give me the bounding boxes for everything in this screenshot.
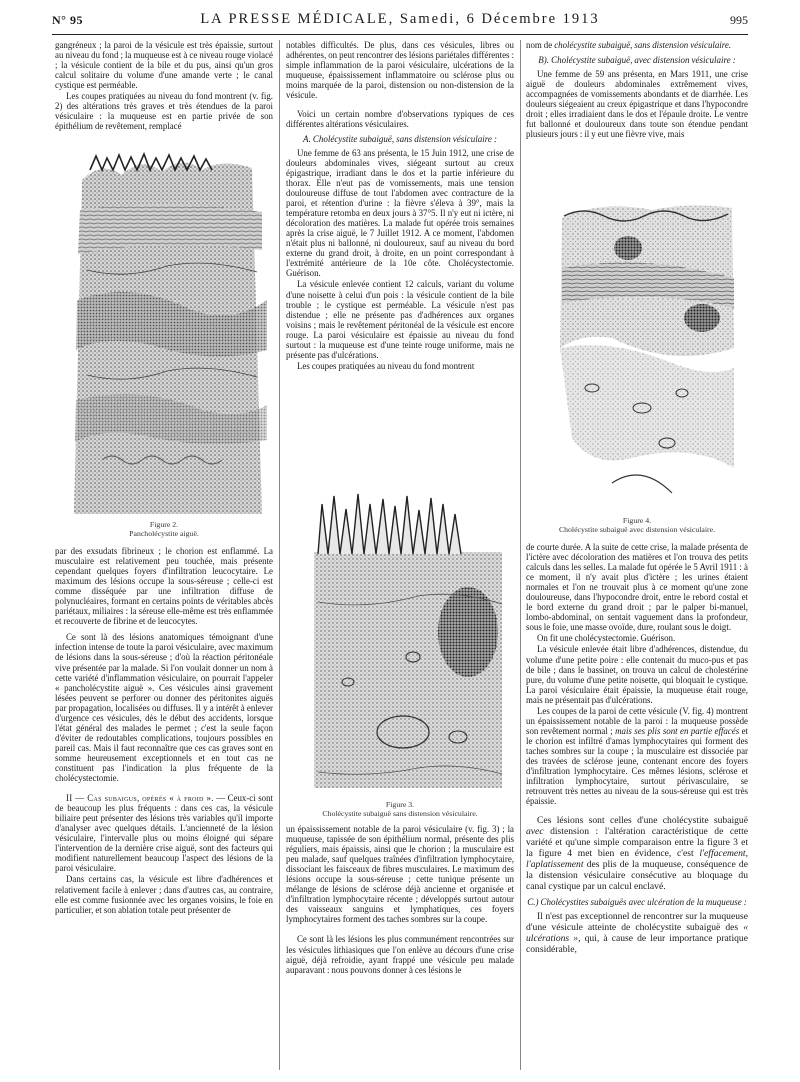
section-a-heading: A. Cholécystite subaiguë, sans distension vésiculaire :	[303, 134, 497, 145]
section-ii-heading: II — Cas subaigus, opérés « à froid ».	[66, 793, 214, 804]
text-run-italic: « ulcérations »	[526, 921, 748, 944]
section-ii-paragraph	[55, 793, 273, 873]
journal-title: LA PRESSE MÉDICALE, Samedi, 6 Décembre 1913	[200, 11, 600, 27]
paragraph: notables difficultés. De plus, dans ces vésicules, libres ou adhérentes, on peut rencontrer des lésions pariétales différentes : simple inflammation de la paroi vésiculaire, ulcérations de la muqueuse, épaississement inflammatoire ou sclérose plus ou moins marquée de la paroi, distension ou non-distension de la vésicule.	[286, 40, 514, 101]
observation-paragraph: Une femme de 59 ans présenta, en Mars 1911, une crise aiguë de douleurs abdominales extrêmement vives, accompagnées de vomissements abondants et de diarrhée. Les douleurs siégeaient au creux épigastrique et dans l'hypocondre droit ; elles irradiaient dans le dos et l'épaule droite. Le ventre fut ballonné et douloureux dans toute son étendue pendant plusieurs jours : il y eut une fièvre vive, mais	[526, 68, 748, 139]
section-c-heading: C.) Cholécystites subaiguës avec ulcération de la muqueuse :	[527, 897, 747, 908]
header-rule	[52, 34, 748, 35]
text-run: Les coupes de la paroi de cette vésicule (V. fig. 4) montrent un épaississement notable de la paroi : la muqueuse possède son revêtement normal ;	[526, 705, 748, 736]
paragraph: Voici un certain nombre d'observations typiques de ces différentes altérations vésiculaires.	[286, 109, 514, 130]
paragraph: de courte durée. A la suite de cette crise, la malade présenta de l'ictère avec décoloration des matières et l'on trouva des petits calculs dans les selles. La malade fut opérée le 5 Avril 1911 : à ce moment, il n'y avait plus d'ictère ; les urines étaient normales et l'on ne trouvait plus à ce moment qu'une zone douloureuse, dans l'hypocondre droit, entre le rebord costal et le bord externe du grand droit ; par le palper bi-manuel, lombo-abdominal, on sentait vaguement dans la profondeur, sous le foie, une masse ovoïde, dure, roulant sous le doigt.	[526, 542, 748, 633]
figure-2-caption	[55, 520, 273, 538]
paragraph: par des exsudats fibrineux ; le chorion est enflammé. La musculaire est relativement peu touchée, mais présente cependant quelques foyers d'infiltration leucocytaire. Le maximum des lésions occupe la sous-séreuse ; celle-ci est comme disséquée par une infiltration diffuse de polynucléaires, formant en certains points de véritables abcès pariétaux, miliaires : la séreuse elle-même est très enflammée et recouverte de fibrine et de leucocytes.	[55, 546, 273, 627]
column-1-lower	[55, 546, 273, 916]
text-run: Il n'est pas exceptionnel de rencontrer sur la muqueuse d'une vésicule atteinte de cholécystite subaiguë des	[526, 910, 748, 933]
column-1	[55, 40, 273, 132]
column-divider-2	[520, 40, 521, 1070]
observation-paragraph: La vésicule enlevée contient 12 calculs, variant du volume d'une noisette à celui d'un pois : la vésicule contient de la bile trouble ; le cystique est perméable. La vésicule n'est pas distendue ; elle ne présente pas d'adhérences aux organes voisins ; mais le revêtement péritonéal de la vésicule est encore rouge. La paroi vésiculaire est épaissie au niveau du fond surtout : la muqueuse est d'une teinte rouge uniforme, mais ne présente pas d'ulcérations.	[286, 279, 514, 360]
text-run-italic: l'effacement, l'aplatissement	[526, 848, 748, 871]
running-header	[52, 10, 748, 32]
figure-2-title: Pancholécystite aiguë.	[129, 529, 199, 538]
text-run: distension : l'altération caractéristique de cette variété et qu'une simple comparaison entre la figure 3 et la figure 4 met bien en évidence, c'est	[526, 826, 748, 860]
figure-3-title: Cholécystite subaiguë sans distension vésiculaire.	[322, 809, 478, 818]
paragraph	[526, 911, 748, 955]
text-run: , qui, à cause de leur importance pratique considérable,	[526, 932, 748, 955]
paragraph: Ce sont là les lésions les plus communément rencontrées sur les vésicules lithiasiques que l'on enlève au décours d'une crise aiguë, déjà refroidie, ayant frappé une vésicule peu malade auparavant : nous pouvons donner à ces lésions le	[286, 934, 514, 975]
figure-3-caption	[286, 800, 514, 818]
figure-4-number: Figure 4.	[622, 516, 652, 525]
figure-3-number: Figure 3.	[385, 800, 415, 809]
column-divider-1	[279, 40, 280, 1070]
figure-4-title: Cholécystite subaiguë avec distension vésiculaire.	[558, 525, 716, 534]
issue-number: N° 95	[52, 13, 83, 27]
text-run-italic: cholécystite subaiguë, sans distension vésiculaire.	[554, 40, 732, 50]
column-3-lower	[526, 542, 748, 956]
paragraph: Dans certains cas, la vésicule est libre d'adhérences et relativement facile à enlever ; dans d'autres cas, au contraire, elle est comme fusionnée avec les organes voisins, le foie en particulier, et son ablation totale peut présenter de	[55, 874, 273, 915]
figure-4-micrograph	[552, 198, 738, 510]
paragraph: On fit une cholécystectomie. Guérison.	[537, 633, 676, 644]
figure-3-micrograph	[308, 482, 508, 792]
paragraph: un épaississement notable de la paroi vésiculaire (v. fig. 3) ; la muqueuse, tapissée de son épithélium normal, présente des plis réguliers, mais épaissis, ainsi que le chorion ; la musculaire est peu malade, sauf quelques traînées d'infiltration lymphocytaire, dissociant les faisceaux de fibres musculaires. Le maximum des lésions occupe la sous-séreuse ; cette tunique présente un mélange de lésions de sclérose déjà ancienne et organisée et d'infiltration lymphocytaire récente ; développés surtout autour des vaisseaux sanguins et lymphatiques, ces foyers lymphocytaires forment des taches sombres sur la coupe.	[286, 824, 514, 925]
figure-4-caption	[526, 516, 748, 534]
text-run: nom de	[526, 40, 555, 50]
paragraph: Les coupes pratiquées au niveau du fond montrent (v. fig. 2) des altérations très graves et très étendues de la paroi vésiculaire : la muqueuse est en partie privée de son épithélium de revêtement, remplacé	[55, 91, 273, 132]
paragraph: Ce sont là des lésions anatomiques témoignant d'une infection intense de toute la paroi vésiculaire, avec maximum de lésions dans la sous-séreuse ; d'où la réaction péritonéale vive présentée par la malade. Si l'on voulait donner un nom à cette variété d'inflammation vésiculaire, on pourrait l'appeler « pancholécystite aiguë ». Ces vésicules ainsi gravement lésées peuvent se perforer ou donner des péritonites aiguës par propagation, localisées ou diffuses. Il y a intérêt à enlever d'urgence ces vésicules, dès le début des accidents, lorsque l'état général des malades le permet ; c'est la seule façon d'éviter de redoutables complications, toujours possibles en pareil cas. Mais il faut reconnaître que ces cas graves sont en somme heureusement exceptionnels et en tout cas ne constituent pas l'indication la plus fréquente de la cholécystectomie.	[55, 632, 273, 784]
paragraph: La vésicule enlevée était libre d'adhérences, distendue, du volume d'une petite poire : elle contenait du muco-pus et pas de bile ; dans le bassinet, on trouva un calcul de cholestérine pure, du volume d'une petite noisette, qui bloquait le cystique. La paroi vésiculaire était épaissie, la muqueuse était rouge, mais ne présentait pas d'ulcérations.	[526, 644, 748, 705]
text-run-italic: mais ses plis sont en partie effacés	[615, 725, 740, 736]
text-run-italic: avec	[526, 826, 544, 838]
text-run: et le chorion est infiltré d'amas lymphocytaires qui forment des taches sombres sur la coupe ; la musculaire est dissociée par des travées de sclérose jeune, contenant encore des foyers d'infiltration lymphocytaire. Ces mêmes lésions, sclérose et infiltration lymphocytaire, surtout périvasculaire, se retrouvent très nettes au niveau de la sous-séreuse qui est très épaissie.	[526, 725, 748, 807]
conclusion-paragraph	[526, 815, 748, 892]
observation-paragraph: Les coupes pratiquées au niveau du fond montrent	[297, 360, 475, 371]
text-run: des plis de la muqueuse, conséquence de la distension vésiculaire consécutive au bloquage du canal cystique par un calcul enclavé.	[526, 859, 748, 893]
figure-2-number: Figure 2.	[149, 520, 179, 529]
observation-paragraph: Une femme de 63 ans présenta, le 15 Juin 1912, une crise de douleurs abdominales vives, siégeant surtout au creux épigastrique, irradiant dans le dos et la partie inférieure du thorax. Elle n'eut pas de vomissements, mais une tension douloureuse diffuse de tout l'abdomen avec contracture de la paroi, et rétention d'urine : la fièvre s'éleva à 39°, mais la température retomba en deux jours à 37°5. Il n'y eut ni ictère, ni décoloration des matières. La malade fut opérée trois semaines après la crise aiguë, le 7 Juillet 1912. A ce moment, l'abdomen n'était plus ni ballonné, ni douloureux, sauf au niveau du bord externe du grand droit, à droite, en un point correspondant à l'extrémité antérieure de la 10e côte. Cholécystectomie. Guérison.	[286, 147, 514, 279]
paragraph: gangréneux ; la paroi de la vésicule est très épaissie, surtout au niveau du fond ; la muqueuse est à ce niveau rouge violacé ; la vésicule contient de la bile et du pus, ainsi qu'un gros calcul solitaire du volume d'une amande verte ; le canal cystique est perméable.	[55, 40, 273, 91]
section-b-heading: B). Cholécystite subaiguë, avec distension vésiculaire :	[538, 55, 736, 66]
column-3	[526, 40, 748, 140]
paragraph	[526, 706, 748, 806]
section-ii-text: — Ceux-ci sont de beaucoup les plus fréquents : dans ces cas, la vésicule biliaire peut présenter des lésions très variables qu'il importe d'analyser avec quelques détails. L'ancienneté de la lésion vésiculaire, l'intervalle plus ou moins éloigné qui sépare l'intervention de la dernière crise aiguë, sont des facteurs qui modifient naturellement beaucoup l'aspect des lésions de la paroi vésiculaire.	[55, 793, 274, 874]
paragraph	[526, 40, 748, 50]
page-number: 995	[730, 13, 748, 27]
figure-2-micrograph	[62, 150, 272, 514]
column-2	[286, 40, 514, 372]
column-2-lower	[286, 824, 514, 976]
text-run: Ces lésions sont celles d'une cholécystite subaiguë	[537, 815, 748, 827]
